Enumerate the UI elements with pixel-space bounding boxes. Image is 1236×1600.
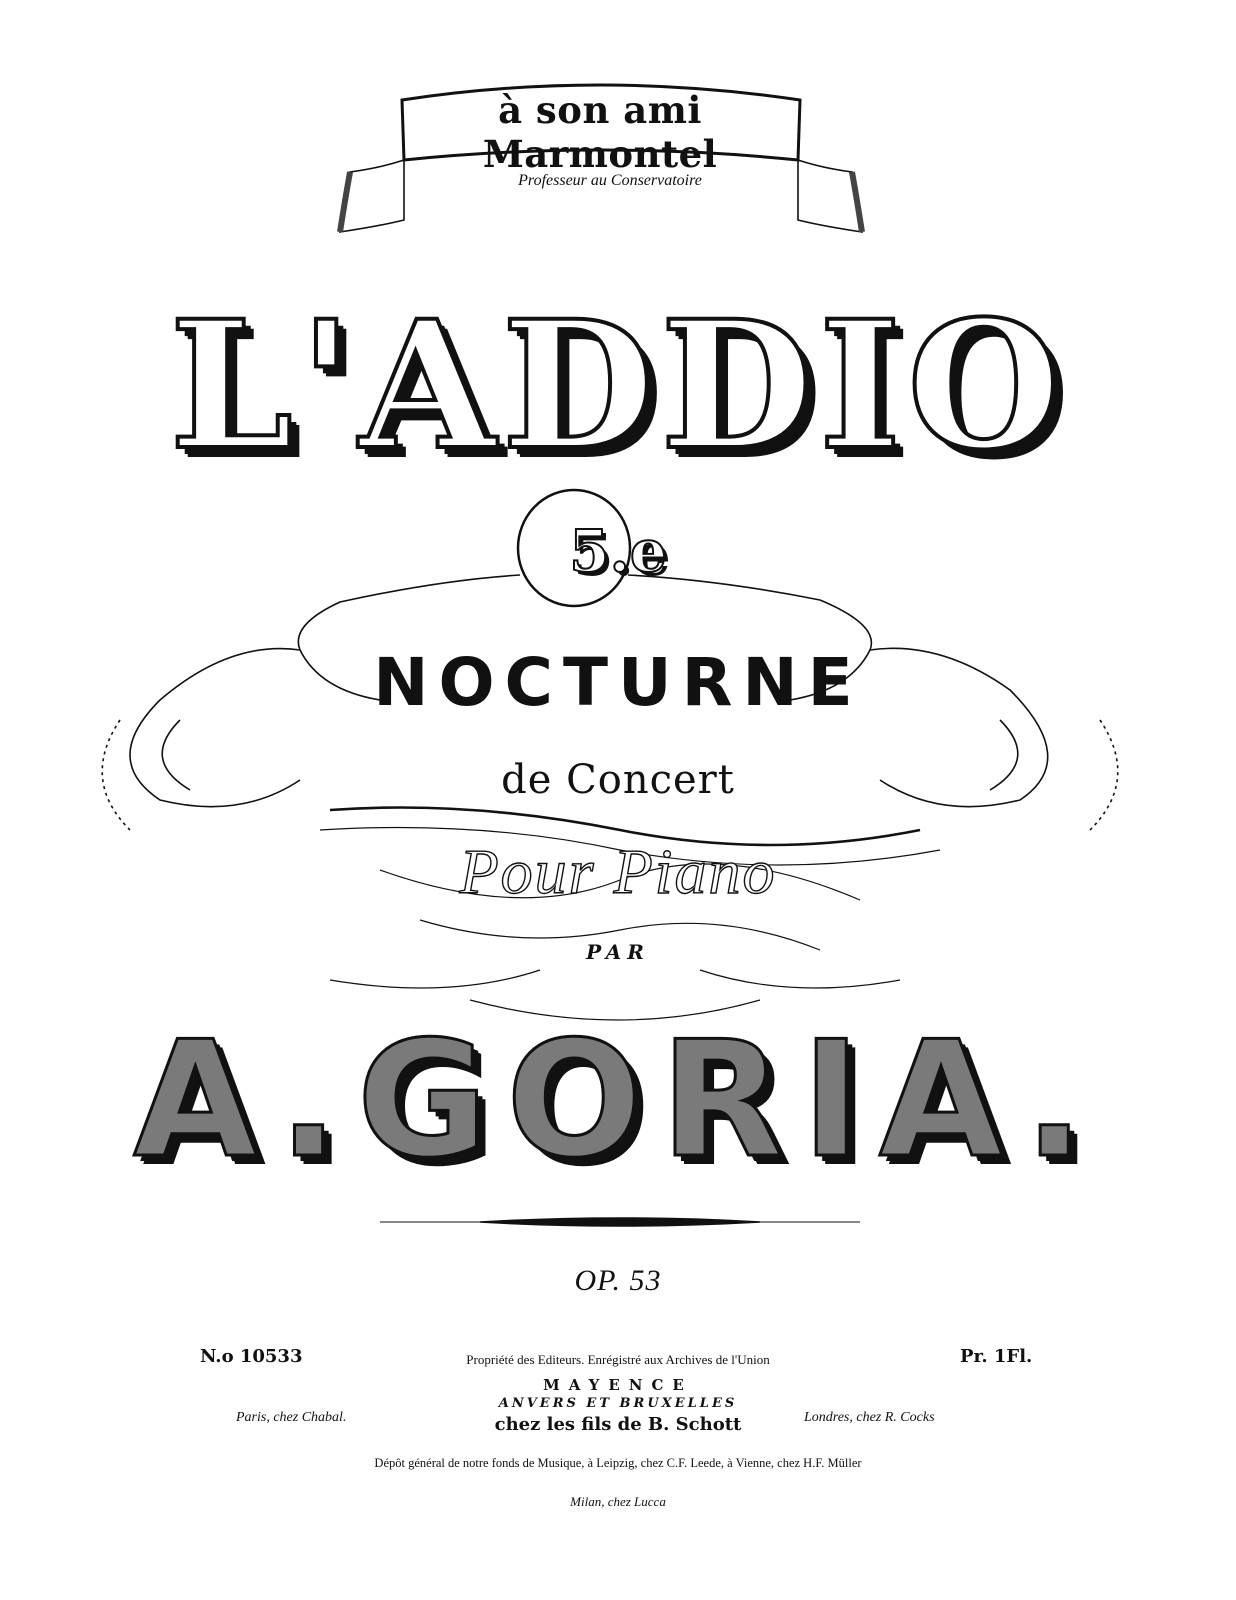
dedication-line: à son ami Marmontel bbox=[482, 88, 718, 176]
depot-notice: Dépôt général de notre fonds de Musique, à Leipzig, chez C.F. Leede, à Vienne, chez H.F. Müller bbox=[374, 1456, 862, 1470]
plate-number: N.o 10533 bbox=[200, 1346, 303, 1367]
dedication-subtitle: Professeur au Conservatoire bbox=[518, 172, 702, 189]
nocturne-number: 5.e bbox=[569, 517, 667, 585]
paris-agent: Paris, chez Chabal. bbox=[236, 1410, 347, 1425]
composer-name: A.GORIA. bbox=[133, 1006, 1103, 1193]
publisher-secondary-cities: ANVERS ET BRUXELLES bbox=[498, 1396, 738, 1411]
london-agent: Londres, chez R. Cocks bbox=[804, 1410, 935, 1425]
publisher-name: chez les fils de B. Schott bbox=[494, 1414, 742, 1435]
genre-heading: NOCTURNE bbox=[373, 644, 863, 721]
price: Pr. 1Fl. bbox=[960, 1346, 1033, 1367]
rights-notice: Propriété des Editeurs. Enrégistré aux Archives de l'Union bbox=[466, 1352, 770, 1367]
work-title: L'ADDIO bbox=[169, 282, 1067, 489]
by-label: PAR bbox=[586, 940, 650, 964]
instrument-line: Pour Piano bbox=[459, 836, 777, 907]
publisher-city: MAYENCE bbox=[543, 1376, 693, 1394]
opus-number: OP. 53 bbox=[574, 1264, 662, 1297]
genre-qualifier: de Concert bbox=[501, 757, 735, 803]
milan-agent: Milan, chez Lucca bbox=[570, 1494, 666, 1509]
